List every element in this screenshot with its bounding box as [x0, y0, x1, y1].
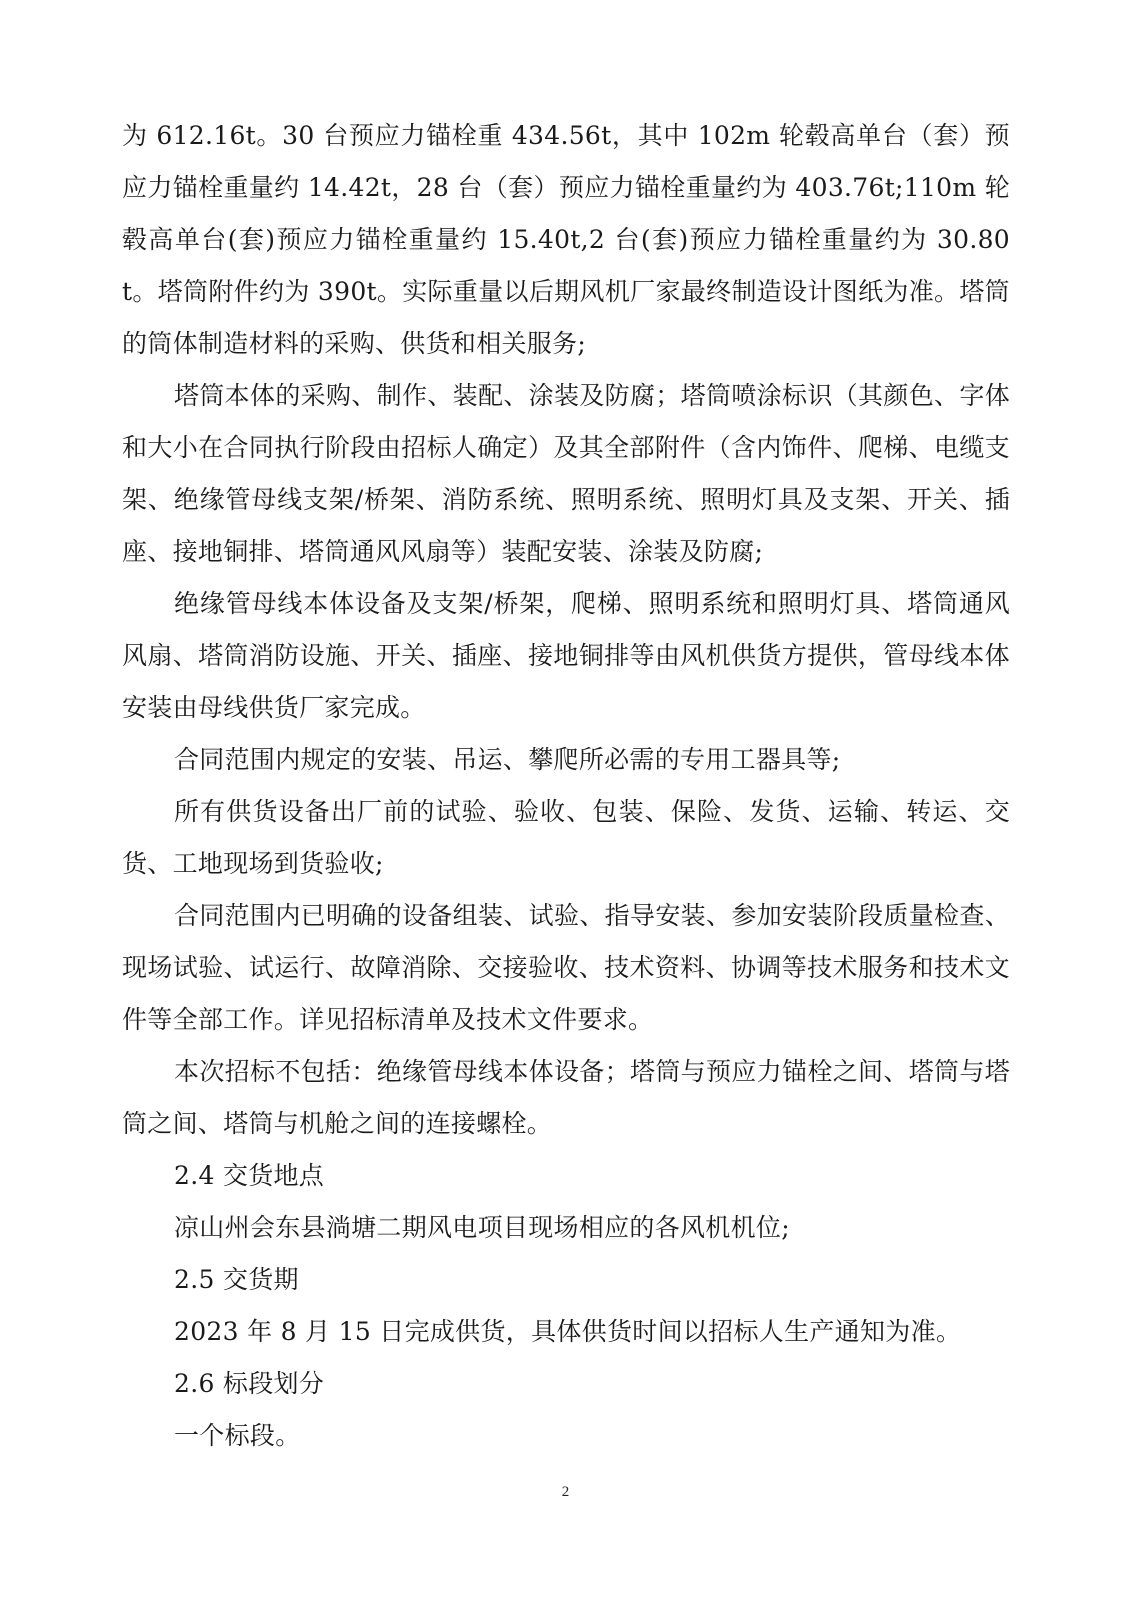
section-heading-lot-division: 2.6 标段划分	[174, 1369, 325, 1398]
section-heading-delivery-period: 2.5 交货期	[174, 1265, 299, 1294]
delivery-period-text: 2023 年 8 月 15 日完成供货，具体供货时间以招标人生产通知为准。	[174, 1317, 962, 1346]
delivery-location-text: 凉山州会东县淌塘二期风电项目现场相应的各风机机位;	[174, 1213, 790, 1242]
paragraph-technical-services: 合同范围内已明确的设备组装、试验、指导安装、参加安装阶段质量检查、现场试验、试运行、故障消除、交接验收、技术资料、协调等技术服务和技术文件等全部工作。详见招标清单及技术文件要求。	[122, 901, 1010, 1034]
section-heading-delivery-location: 2.4 交货地点	[174, 1161, 325, 1190]
paragraph-exclusions: 本次招标不包括：绝缘管母线本体设备；塔筒与预应力锚栓之间、塔筒与塔筒之间、塔筒与机舱之间的连接螺栓。	[122, 1057, 1010, 1138]
paragraph-factory-tests: 所有供货设备出厂前的试验、验收、包装、保险、发货、运输、转运、交货、工地现场到货验收;	[122, 797, 1010, 878]
document-body	[122, 110, 1010, 1462]
paragraph-tower-body-scope: 塔筒本体的采购、制作、装配、涂装及防腐；塔筒喷涂标识（其颜色、字体和大小在合同执行阶段由招标人确定）及其全部附件（含内饰件、爬梯、电缆支架、绝缘管母线支架/桥架、消防系统、照明系统、照明灯具及支架、开关、插座、接地铜排、塔筒通风风扇等）装配安装、涂装及防腐;	[122, 381, 1010, 566]
page-number: 2	[561, 1484, 570, 1500]
paragraph-busbar-supply: 绝缘管母线本体设备及支架/桥架，爬梯、照明系统和照明灯具、塔筒通风风扇、塔筒消防设施、开关、插座、接地铜排等由风机供货方提供，管母线本体安装由母线供货厂家完成。	[122, 589, 1010, 722]
lot-division-text: 一个标段。	[174, 1421, 301, 1450]
paragraph-special-tools: 合同范围内规定的安装、吊运、攀爬所必需的专用工器具等;	[174, 745, 841, 774]
paragraph-tower-weight-continued: 为 612.16t。30 台预应力锚栓重 434.56t，其中 102m 轮毂高单台（套）预应力锚栓重量约 14.42t，28 台（套）预应力锚栓重量约为 403.76t;110m 轮毂高单台(套)预应力锚栓重量约 15.40t,2 台(套)预应力锚栓重量约为 30.80t。塔筒附件约为 390t。实际重量以后期风机厂家最终制造设计图纸为准。塔筒的筒体制造材料的采购、供货和相关服务;	[122, 121, 1010, 358]
